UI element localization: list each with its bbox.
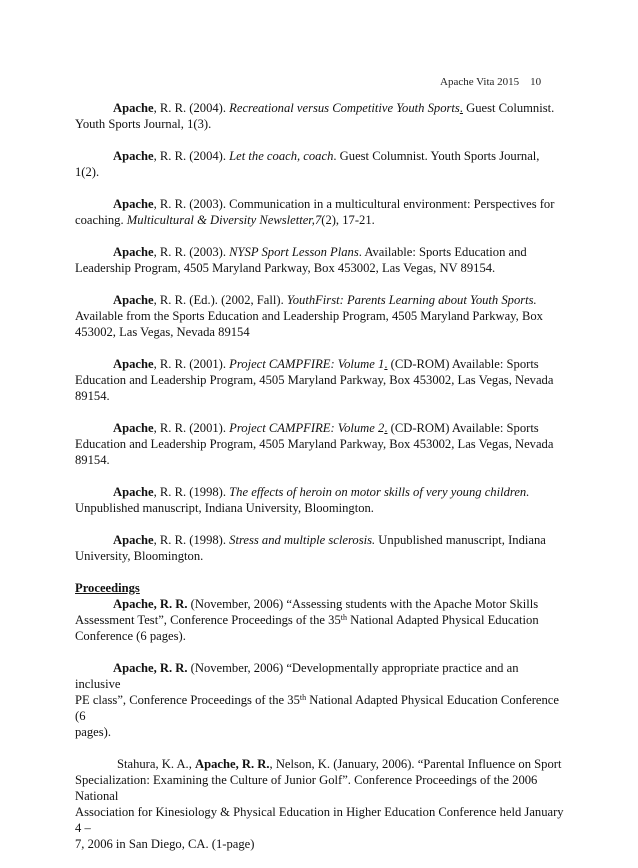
publication-entry: Apache, R. R. (2003). NYSP Sport Lesson Plans. Available: Sports Education and Leadership Program, 4505 Maryland Parkway, Box 453002, Las Vegas, NV 89154. — [75, 245, 527, 275]
author: Apache — [113, 533, 154, 547]
publication-title: NYSP Sport Lesson Plans — [229, 245, 359, 259]
author: Apache, R. R. — [113, 597, 188, 611]
publication-entry: Apache, R. R. (2004). Let the coach, coach. Guest Columnist. Youth Sports Journal, 1(2). — [75, 149, 540, 179]
author: Apache — [113, 293, 154, 307]
proceedings-entry: Stahura, K. A., Apache, R. R., Nelson, K. (January, 2006). “Parental Influence on Sport Specialization: Examining the Culture of Junior Golf”. Conference Proceedings of the 2006 National Association for Kinesiology & Physical Education in Higher Education Conference held January 4 – 7, 2006 in San Diego, CA. (1-page) — [75, 757, 564, 851]
publication-title: Multicultural & Diversity Newsletter,7 — [126, 213, 322, 227]
proceedings-entry: Apache, R. R. (November, 2006) “Developmentally appropriate practice and an inclusive PE class”, Conference Proceedings of the 35th National Adapted Physical Education Conference (6 pages). — [75, 661, 559, 739]
author: Apache, R. R. — [195, 757, 270, 771]
publication-title: Recreational versus Competitive Youth Sports — [229, 101, 460, 115]
publication-title: The effects of heroin on motor skills of very young children. — [229, 485, 530, 499]
publication-title: Stress and multiple sclerosis. — [229, 533, 376, 547]
publication-entry: Apache, R. R. (2004). Recreational versus Competitive Youth Sports. Guest Columnist. Youth Sports Journal, 1(3). — [75, 101, 555, 131]
publication-entry: Apache, R. R. (Ed.). (2002, Fall). YouthFirst: Parents Learning about Youth Sports. Available from the Sports Education and Leadership Program, 4505 Maryland Parkway, Box 453002, Las Vegas, Nevada 89154 — [75, 293, 543, 339]
publication-list — [75, 100, 565, 868]
page-header: Apache Vita 2015 10 — [440, 76, 542, 88]
author: Apache, R. R. — [113, 661, 188, 675]
publication-entry: Apache, R. R. (1998). The effects of heroin on motor skills of very young children. Unpublished manuscript, Indiana University, Bloomington. — [75, 485, 530, 515]
author: Apache — [113, 357, 154, 371]
author: Apache — [113, 485, 154, 499]
publication-entry: Apache, R. R. (2003). Communication in a multicultural environment: Perspectives for coaching. Multicultural & Diversity Newsletter,7(2), 17-21. — [75, 197, 555, 227]
publication-title: Project CAMPFIRE: Volume 2 — [229, 421, 385, 435]
publication-entry: Apache, R. R. (1998). Stress and multiple sclerosis. Unpublished manuscript, Indiana University, Bloomington. — [75, 533, 546, 563]
publication-title: Project CAMPFIRE: Volume 1 — [229, 357, 385, 371]
proceedings-entry: Apache, R. R. (November, 2006) “Assessing students with the Apache Motor Skills Assessment Test”, Conference Proceedings of the 35th National Adapted Physical Education Conference (6 pages). — [75, 597, 539, 643]
publication-title: YouthFirst: Parents Learning about Youth Sports. — [286, 293, 537, 307]
author: Apache — [113, 101, 154, 115]
publication-entry: Apache, R. R. (2001). Project CAMPFIRE: Volume 2. (CD-ROM) Available: Sports Education and Leadership Program, 4505 Maryland Parkway, Box 453002, Las Vegas, Nevada 89154. — [75, 421, 554, 467]
section-heading-proceedings: Proceedings — [75, 581, 140, 595]
author: Apache — [113, 149, 154, 163]
publication-entry: Apache, R. R. (2001). Project CAMPFIRE: Volume 1. (CD-ROM) Available: Sports Education and Leadership Program, 4505 Maryland Parkway, Box 453002, Las Vegas, Nevada 89154. — [75, 357, 554, 403]
author: Apache — [113, 245, 154, 259]
author: Apache — [113, 421, 154, 435]
publication-title: Let the coach, coach — [229, 149, 334, 163]
author: Apache — [113, 197, 154, 211]
